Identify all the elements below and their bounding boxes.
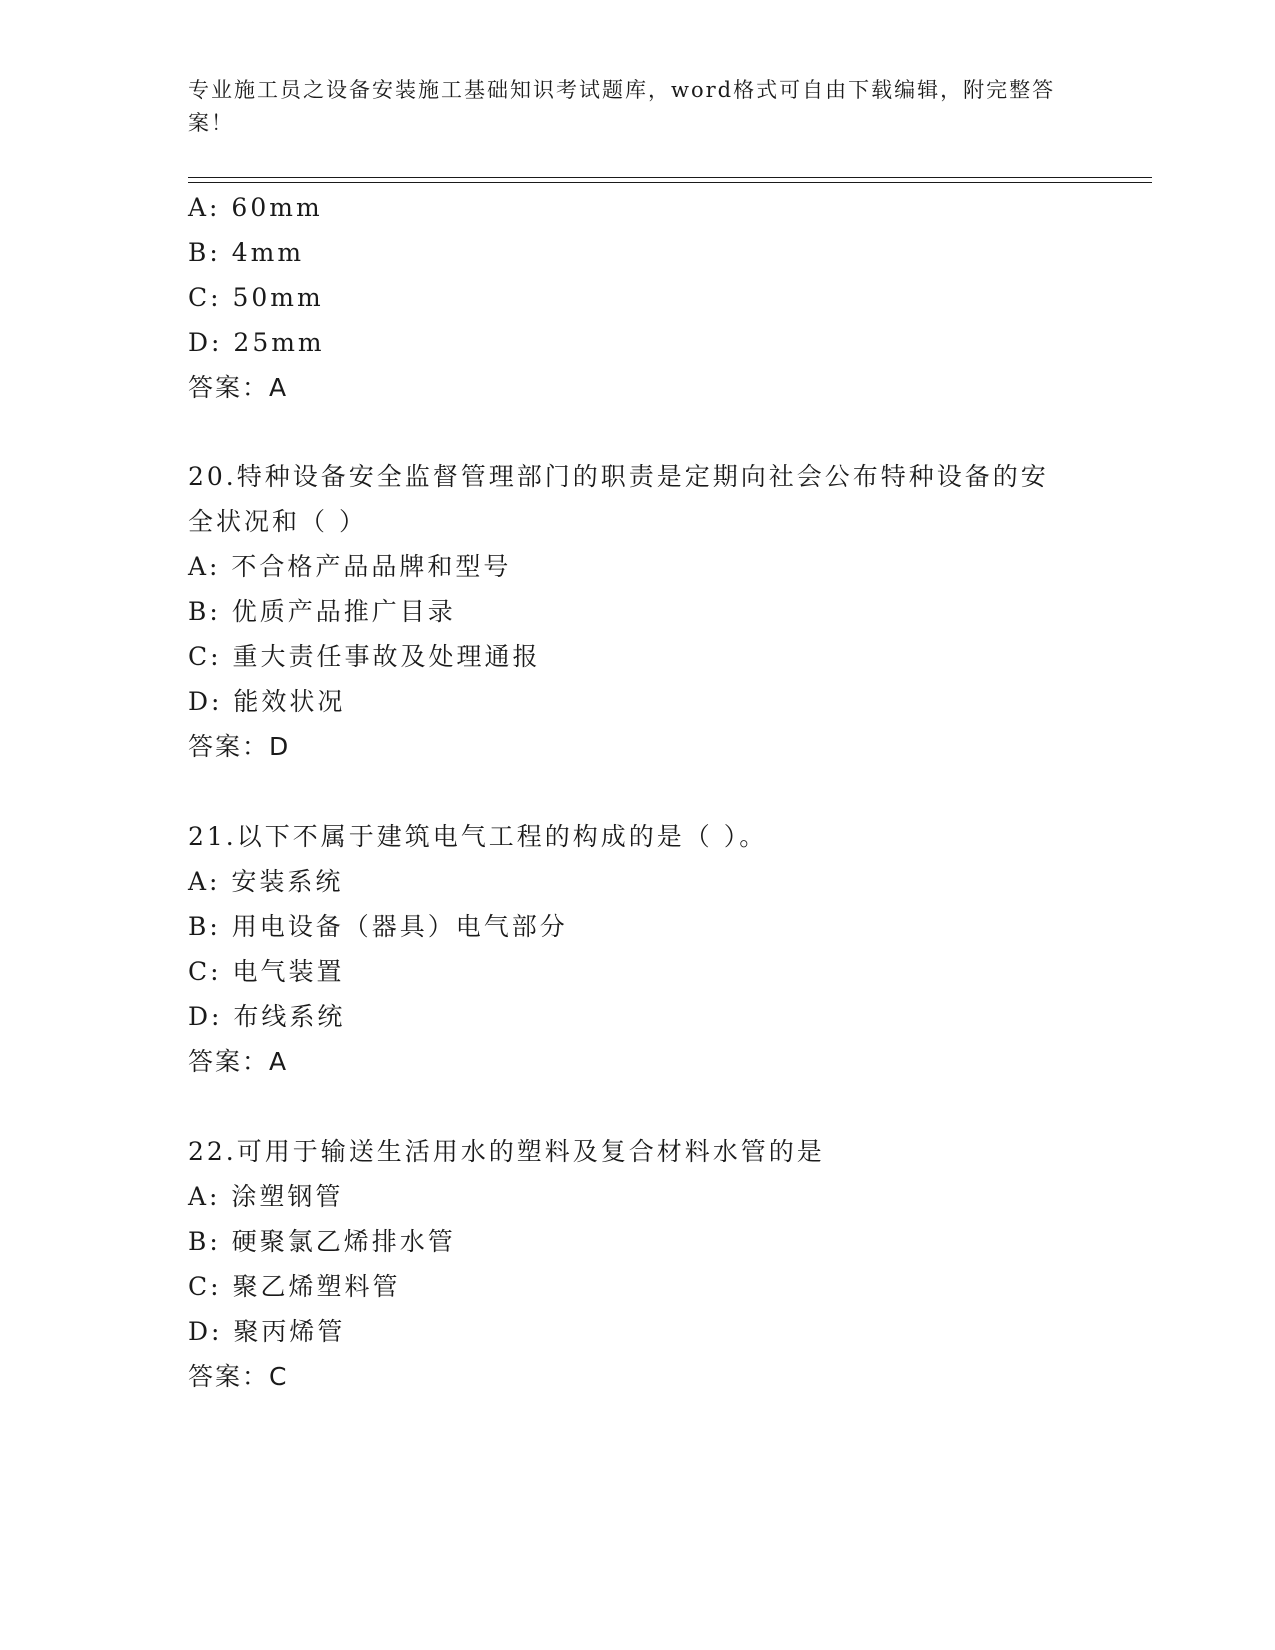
q20-option-a: A: 不合格产品品牌和型号 <box>188 552 512 581</box>
q21-option-b: B: 用电设备（器具）电气部分 <box>188 912 568 941</box>
q20-stem-line2: 全状况和（ ） <box>188 507 367 536</box>
q22-option-c: C: 聚乙烯塑料管 <box>188 1272 401 1301</box>
q20-option-b: B: 优质产品推广目录 <box>188 597 456 626</box>
q21-option-c: C: 电气装置 <box>188 957 345 986</box>
document-header: 专业施工员之设备安装施工基础知识考试题库，word格式可自由下载编辑，附完整答案！ <box>188 78 1056 135</box>
q22-stem: 22.可用于输送生活用水的塑料及复合材料水管的是 <box>188 1137 825 1166</box>
q20-answer: 答案：D <box>188 732 291 761</box>
q22-option-b: B: 硬聚氯乙烯排水管 <box>188 1227 456 1256</box>
q19-option-a: A: 60mm <box>188 193 323 222</box>
header-divider-top <box>188 177 1152 178</box>
q20-option-d: D: 能效状况 <box>188 687 346 716</box>
q22-option-d: D: 聚丙烯管 <box>188 1317 346 1346</box>
q19-option-c: C: 50mm <box>188 283 324 312</box>
q22-answer: 答案：C <box>188 1362 289 1391</box>
q19-option-d: D: 25mm <box>188 328 325 357</box>
q21-answer: 答案：A <box>188 1047 289 1076</box>
q20-option-c: C: 重大责任事故及处理通报 <box>188 642 541 671</box>
q19-option-b: B: 4mm <box>188 238 305 267</box>
q21-stem: 21.以下不属于建筑电气工程的构成的是（ ）。 <box>188 822 768 851</box>
q19-answer: 答案：A <box>188 373 289 402</box>
q21-option-a: A: 安装系统 <box>188 867 344 896</box>
q21-option-d: D: 布线系统 <box>188 1002 346 1031</box>
q22-option-a: A: 涂塑钢管 <box>188 1182 344 1211</box>
header-divider-bottom <box>188 182 1152 183</box>
q20-stem-line1: 20.特种设备安全监督管理部门的职责是定期向社会公布特种设备的安 <box>188 462 1049 491</box>
